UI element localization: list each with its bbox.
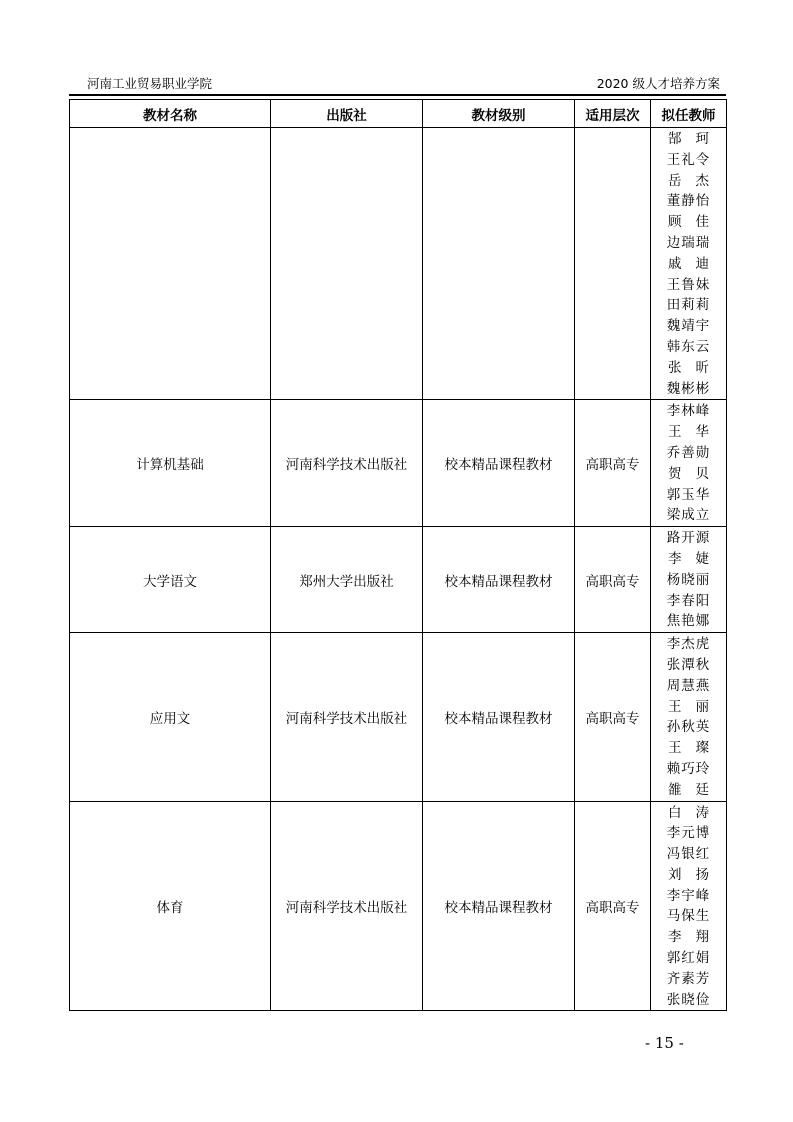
textbook-name-cell <box>70 128 271 400</box>
textbook-name-cell: 计算机基础 <box>70 400 271 527</box>
teacher-name: 梁成立 <box>666 507 711 524</box>
teacher-name: 焦艳娜 <box>666 613 711 630</box>
teacher-name: 王丽 <box>668 698 723 715</box>
teacher-name: 边瑞瑞 <box>666 234 711 251</box>
table-row <box>70 633 727 801</box>
column-header-applicable-tier: 适用层次 <box>575 100 651 128</box>
textbook-level-cell: 校本精品课程教材 <box>423 527 575 633</box>
textbook-name-cell: 应用文 <box>70 633 271 801</box>
teacher-name: 孙秋英 <box>666 719 711 736</box>
textbook-name-cell: 体育 <box>70 801 271 1011</box>
publisher-cell <box>271 128 423 400</box>
teachers-cell <box>651 400 727 527</box>
teacher-name: 魏靖宇 <box>666 318 711 335</box>
teacher-name: 张昕 <box>668 359 723 376</box>
applicable-tier-cell: 高职高专 <box>575 527 651 633</box>
teacher-name: 齐素芳 <box>666 970 711 987</box>
teacher-name: 周慧燕 <box>666 677 711 694</box>
header-document-title: 2020 级人才培养方案 <box>596 76 720 91</box>
teacher-name: 张潭秋 <box>666 656 711 673</box>
teacher-name: 杨晓丽 <box>666 571 711 588</box>
teacher-name: 戚迪 <box>668 255 723 272</box>
publisher-cell: 河南科学技术出版社 <box>271 633 423 801</box>
column-header-textbook-name: 教材名称 <box>70 100 271 128</box>
textbook-table <box>69 99 727 1011</box>
teacher-name: 李宇峰 <box>666 887 711 904</box>
teacher-name: 李元博 <box>666 825 711 842</box>
teacher-name: 雒廷 <box>668 781 723 798</box>
teacher-name: 贺贝 <box>668 465 723 482</box>
teacher-name: 魏彬彬 <box>666 380 711 397</box>
teacher-name: 王璨 <box>668 740 723 757</box>
teacher-name: 郭红娟 <box>666 950 711 967</box>
teacher-name: 王礼令 <box>666 151 711 168</box>
publisher-cell: 河南科学技术出版社 <box>271 400 423 527</box>
header-rule <box>69 94 726 96</box>
teachers-cell <box>651 527 727 633</box>
teachers-cell <box>651 128 727 400</box>
textbook-level-cell: 校本精品课程教材 <box>423 633 575 801</box>
textbook-level-cell: 校本精品课程教材 <box>423 400 575 527</box>
teachers-cell <box>651 801 727 1011</box>
teacher-name: 李翔 <box>668 929 723 946</box>
teacher-name: 岳杰 <box>668 172 723 189</box>
teacher-name: 董静怡 <box>666 193 711 210</box>
table-row <box>70 801 727 1011</box>
textbook-name-cell: 大学语文 <box>70 527 271 633</box>
table-row <box>70 128 727 400</box>
column-header-teachers: 拟任教师 <box>651 100 727 128</box>
teacher-name: 韩东云 <box>666 338 711 355</box>
teacher-name: 王鲁妹 <box>666 276 711 293</box>
teacher-name: 李婕 <box>668 550 723 567</box>
applicable-tier-cell: 高职高专 <box>575 633 651 801</box>
teacher-name: 乔善勋 <box>666 444 711 461</box>
applicable-tier-cell: 高职高专 <box>575 400 651 527</box>
page-header <box>87 76 720 92</box>
teacher-name: 顾佳 <box>668 214 723 231</box>
teacher-name: 张晓俭 <box>666 991 711 1008</box>
teacher-name: 冯银红 <box>666 846 711 863</box>
teacher-name: 田莉莉 <box>666 297 711 314</box>
teacher-name: 郭玉华 <box>666 486 711 503</box>
teachers-cell <box>651 633 727 801</box>
table-row <box>70 400 727 527</box>
table-header-row <box>70 100 727 128</box>
column-header-textbook-level: 教材级别 <box>423 100 575 128</box>
teacher-name: 白涛 <box>668 804 723 821</box>
teacher-name: 路开源 <box>666 530 711 547</box>
teacher-name: 李杰虎 <box>666 636 711 653</box>
publisher-cell: 郑州大学出版社 <box>271 527 423 633</box>
header-school-name: 河南工业贸易职业学院 <box>87 76 213 91</box>
column-header-publisher: 出版社 <box>271 100 423 128</box>
page-number: - 15 - <box>645 1034 684 1052</box>
teacher-name: 刘扬 <box>668 866 723 883</box>
teacher-name: 李林峰 <box>666 403 711 420</box>
teacher-name: 马保生 <box>666 908 711 925</box>
teacher-name: 李春阳 <box>666 592 711 609</box>
applicable-tier-cell <box>575 128 651 400</box>
teacher-name: 赖巧玲 <box>666 760 711 777</box>
teacher-name: 王华 <box>668 424 723 441</box>
table-row <box>70 527 727 633</box>
textbook-level-cell <box>423 128 575 400</box>
publisher-cell: 河南科学技术出版社 <box>271 801 423 1011</box>
textbook-level-cell: 校本精品课程教材 <box>423 801 575 1011</box>
applicable-tier-cell: 高职高专 <box>575 801 651 1011</box>
teacher-name: 郜珂 <box>668 131 723 147</box>
